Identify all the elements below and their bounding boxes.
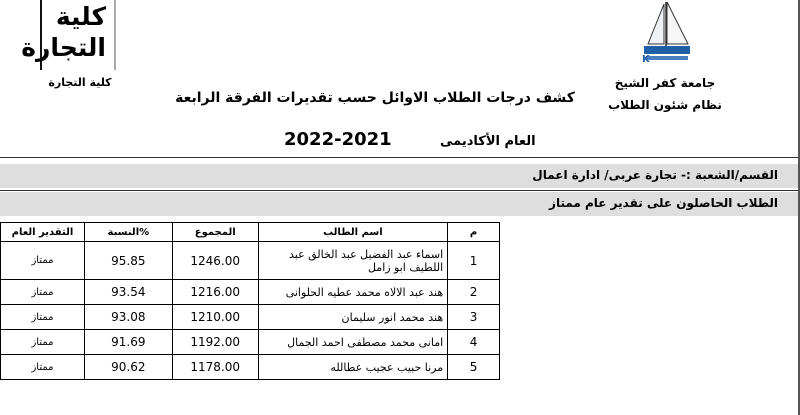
results-table	[0, 222, 500, 380]
header-total: المجموع	[172, 223, 258, 242]
student-total: 1192.00	[172, 330, 258, 355]
header-percent: %النسبة	[84, 223, 172, 242]
student-percent: 90.62	[84, 355, 172, 380]
divider	[0, 190, 798, 191]
student-grade: ممتاز	[1, 242, 85, 280]
row-number: 2	[448, 280, 500, 305]
student-name: امانى محمد مصطفى احمد الجمال	[258, 330, 447, 355]
student-grade: ممتاز	[1, 305, 85, 330]
sailboat-icon	[634, 0, 696, 66]
table-row	[1, 330, 500, 355]
table-row	[1, 355, 500, 380]
academic-year-value: 2022-2021	[284, 129, 392, 150]
report-title: كشف درجات الطلاب الاوائل حسب تقديرات الفرقة الرابعة	[175, 90, 575, 106]
faculty-logo-line2: التجارة	[21, 33, 106, 62]
grade-band	[0, 192, 798, 216]
faculty-logo	[21, 0, 116, 70]
table-header-row	[1, 223, 500, 242]
student-grade: ممتاز	[1, 280, 85, 305]
system-name: نظام شئون الطلاب	[608, 98, 722, 112]
header-num: م	[448, 223, 500, 242]
faculty-logo-line1: كلية	[55, 2, 106, 31]
student-name: هند عبد الالاه محمد عطيه الحلوانى	[258, 280, 447, 305]
student-percent: 93.08	[84, 305, 172, 330]
divider	[0, 157, 798, 158]
table-row	[1, 305, 500, 330]
student-name: هند محمد انور سليمان	[258, 305, 447, 330]
student-percent: 95.85	[84, 242, 172, 280]
header-grade: التقدير العام	[1, 223, 85, 242]
student-total: 1178.00	[172, 355, 258, 380]
department-band	[0, 164, 798, 188]
row-number: 3	[448, 305, 500, 330]
table-row	[1, 242, 500, 280]
student-total: 1246.00	[172, 242, 258, 280]
row-number: 1	[448, 242, 500, 280]
student-total: 1210.00	[172, 305, 258, 330]
row-number: 4	[448, 330, 500, 355]
row-number: 5	[448, 355, 500, 380]
faculty-label: كلية التجارة	[48, 76, 112, 89]
student-name: اسماء عبد الفضيل عبد الخالق عبد اللطيف ابو زامل	[258, 242, 447, 280]
grade-filter-label: الطلاب الحاصلون على تقدير عام ممتاز	[549, 196, 778, 210]
student-name: مرنا حبيب عجيب عطالله	[258, 355, 447, 380]
student-percent: 91.69	[84, 330, 172, 355]
academic-year-label: العام الأكاديمى	[440, 134, 536, 149]
svg-text:K: K	[642, 54, 650, 65]
table-row	[1, 280, 500, 305]
student-grade: ممتاز	[1, 330, 85, 355]
university-logo	[634, 0, 696, 66]
department-label: القسم/الشعبة :- تجارة عربى/ ادارة اعمال	[532, 168, 778, 182]
student-total: 1216.00	[172, 280, 258, 305]
university-name: جامعة كفر الشيخ	[614, 76, 716, 90]
student-percent: 93.54	[84, 280, 172, 305]
student-grade: ممتاز	[1, 355, 85, 380]
header-name: اسم الطالب	[258, 223, 447, 242]
